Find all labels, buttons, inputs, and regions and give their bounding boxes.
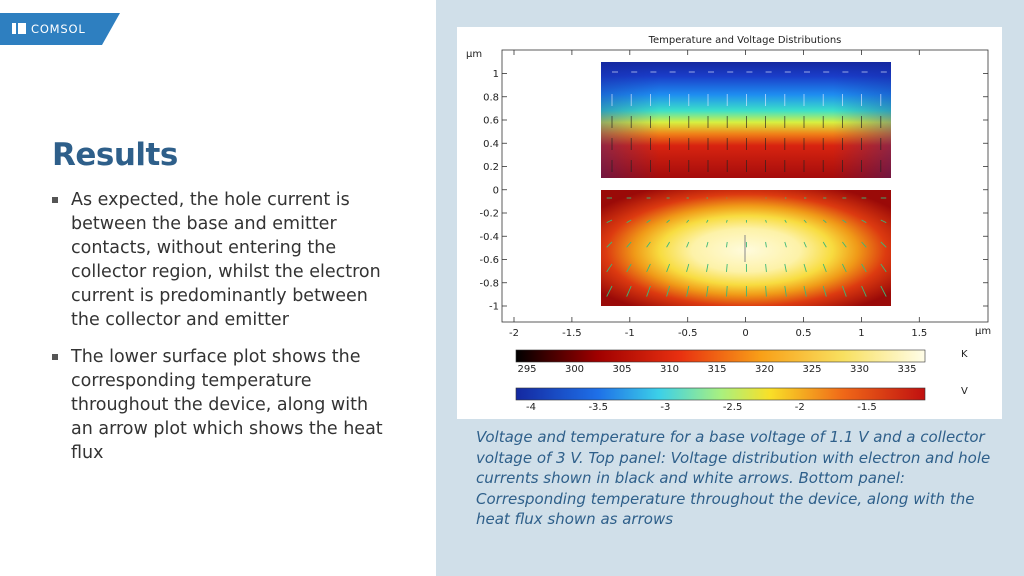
voltage-tick-label: -1.5: [857, 402, 877, 413]
temperature-tick-label: 330: [849, 364, 870, 375]
comsol-logo: COMSOL: [31, 22, 86, 36]
temperature-tick-label: 325: [802, 364, 822, 375]
y-tick-label: -0.2: [479, 208, 499, 220]
voltage-colorbar-ticks: [526, 402, 877, 413]
temperature-tick-label: 310: [659, 364, 680, 375]
y-axis-unit: μm: [466, 49, 483, 60]
slide-title: Results: [52, 137, 178, 173]
voltage-tick-label: -3.5: [588, 402, 608, 413]
figure-title: Temperature and Voltage Distributions: [648, 35, 842, 46]
x-tick-label: 1.5: [911, 328, 928, 339]
bullet-marker-icon: [52, 354, 58, 360]
x-tick-label: 0.5: [795, 328, 812, 339]
y-tick-label: -1: [489, 301, 499, 313]
y-tick-label: -0.4: [479, 231, 499, 243]
voltage-tick-label: -4: [526, 402, 536, 413]
y-tick-label: -0.8: [479, 278, 499, 290]
figure: [457, 27, 1002, 419]
temperature-tick-label: 335: [897, 364, 917, 375]
y-tick-label: 0: [492, 185, 499, 197]
y-tick-label: 0.8: [483, 92, 499, 104]
x-tick-label: -0.5: [677, 328, 698, 339]
figure-card: [457, 27, 1002, 419]
bullet-text: As expected, the hole current is between the base and emitter contacts, without entering the collector region, whilst the electron current is predominantly between the collector and emitter: [71, 190, 381, 330]
y-tick-label: 0.4: [483, 138, 499, 150]
voltage-tick-label: -2: [794, 402, 805, 413]
voltage-colorbar-unit: V: [961, 386, 968, 397]
bullet-text: The lower surface plot shows the corresponding temperature throughout the device, along with an arrow plot which shows the heat flux: [71, 347, 383, 463]
temperature-tick-label: 320: [754, 364, 775, 375]
y-tick-label: 1: [492, 69, 499, 80]
bullet-item: [52, 188, 392, 332]
temperature-tick-label: 300: [564, 364, 585, 375]
x-axis-unit: μm: [975, 326, 992, 337]
temperature-tick-label: 295: [517, 364, 537, 375]
temperature-colorbar-ticks: [517, 364, 916, 375]
x-tick-label: 0: [742, 328, 749, 339]
y-tick-label: 0.6: [483, 115, 499, 127]
figure-caption: Voltage and temperature for a base voltage of 1.1 V and a collector voltage of 3 V. Top panel: Voltage distribution with electron and hole currents shown in black and white arrows. Bottom panel: Corresponding temperature throughout the device, along with the heat flux shown as arrows: [476, 428, 991, 528]
y-tick-label: 0.2: [483, 162, 499, 173]
x-tick-label: -1: [624, 328, 635, 339]
voltage-tick-label: -2.5: [722, 402, 743, 413]
temperature-tick-label: 315: [707, 364, 727, 375]
bullet-marker-icon: [52, 197, 58, 203]
voltage-colorbar: [516, 388, 925, 400]
temperature-colorbar: [516, 350, 925, 362]
voltage-tick-label: -3: [660, 402, 671, 413]
temperature-colorbar-unit: K: [961, 349, 968, 360]
x-tick-label: -1.5: [562, 328, 582, 339]
x-tick-label: 1: [858, 328, 865, 339]
bullet-item: [52, 345, 392, 465]
x-tick-label: -2: [509, 328, 519, 339]
temperature-tick-label: 305: [612, 364, 632, 375]
y-tick-label: -0.6: [479, 255, 499, 266]
